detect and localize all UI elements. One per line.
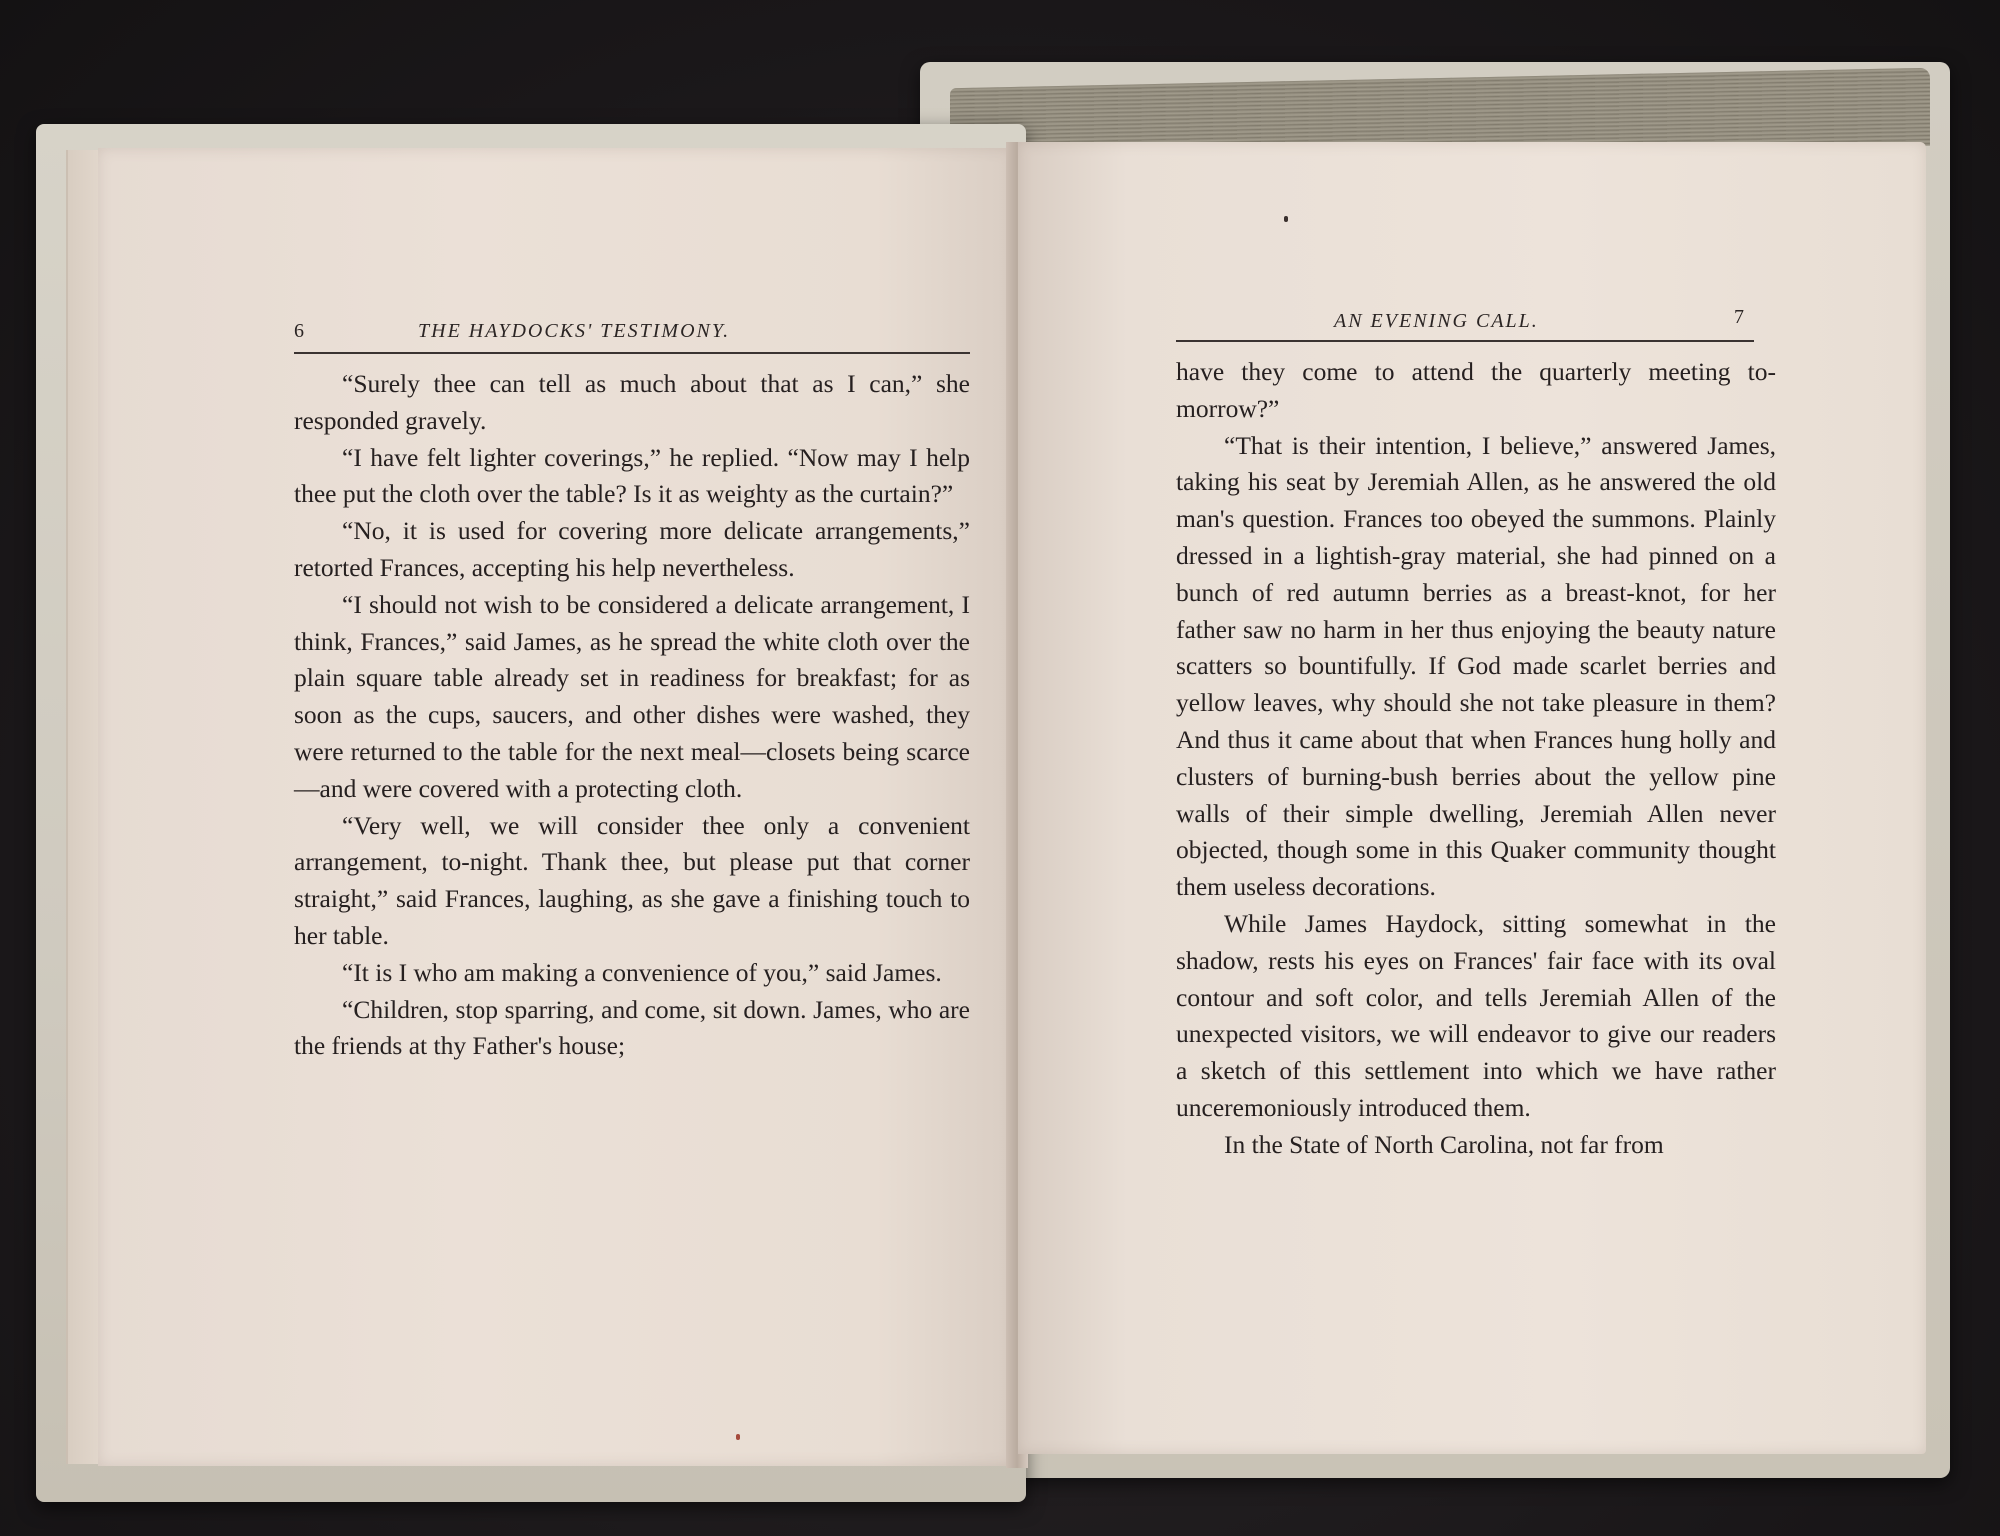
left-paragraph: “I have felt lighter coverings,” he replied. “Now may I help thee put the cloth over the table? Is it as weighty as the curtain?” — [294, 442, 970, 509]
right-paragraph: have they come to attend the quarterly meeting to-morrow?” — [1176, 357, 1776, 423]
right-page-body — [1176, 354, 1776, 1164]
right-page-number: 7 — [1734, 306, 1746, 328]
page-speck — [736, 1434, 740, 1440]
left-running-head — [418, 320, 730, 343]
left-paragraph: “Very well, we will consider thee only a convenient arrangement, to-night. Thank thee, but please put that corner straight,” said Frances, laughing, as she gave a finishing touch to her table. — [294, 810, 970, 950]
left-paragraph: “It is I who am making a convenience of you,” said James. — [342, 957, 942, 987]
right-running-head-text: AN EVENING CALL. — [1334, 310, 1539, 332]
left-paragraph: “I should not wish to be considered a delicate arrangement, I think, Frances,” said James, as he spread the white cloth over the plain square table already set in readiness for breakfast; for as soon as the cups, saucers, and other dishes were washed, they were returned to the table for the next meal—closets being scarce—and were covered with a protecting cloth. — [294, 589, 970, 803]
left-paragraph: “Surely thee can tell as much about that as I can,” she responded gravely. — [294, 369, 970, 435]
left-page-body — [294, 366, 970, 1065]
left-page — [98, 148, 1014, 1466]
right-running-head — [1334, 310, 1539, 333]
left-running-head-text: THE HAYDOCKS' TESTIMONY. — [418, 320, 731, 342]
right-head-rule — [1176, 340, 1754, 342]
right-paragraph: “That is their intention, I believe,” answered James, taking his seat by Jeremiah Allen, as he answered the old man's question. Frances too obeyed the summons. Plainly dressed in a lightish-gray material, she had pinned on a bunch of red autumn berries as a breast-knot, for her father saw no harm in her thus enjoying the beauty nature scatters so bountifully. If God made scarlet berries and yellow leaves, why should she not take pleasure in them? And thus it came about that when Frances hung holly and clusters of burning-bush berries about the yellow pine walls of their simple dwelling, Jeremiah Allen never objected, though some in this Quaker community thought them useless decorations. — [1176, 430, 1776, 902]
right-paragraph: In the State of North Carolina, not far from — [1224, 1129, 1664, 1159]
right-page — [1018, 142, 1926, 1454]
left-paragraph: “Children, stop sparring, and come, sit down. James, who are the friends at thy Father's house; — [294, 994, 970, 1061]
left-page-number: 6 — [294, 320, 306, 342]
left-paragraph: “No, it is used for covering more delicate arrangements,” retorted Frances, accepting his help nevertheless. — [294, 516, 970, 582]
right-paragraph: While James Haydock, sitting somewhat in the shadow, rests his eyes on Frances' fair face with its oval contour and soft color, and tells Jeremiah Allen of the unexpected visitors, we will endeavor to give our readers a sketch of this settlement into which we have rather unceremoniously introduced them. — [1176, 908, 1776, 1122]
left-head-rule — [294, 352, 970, 354]
page-speck — [1284, 216, 1288, 222]
